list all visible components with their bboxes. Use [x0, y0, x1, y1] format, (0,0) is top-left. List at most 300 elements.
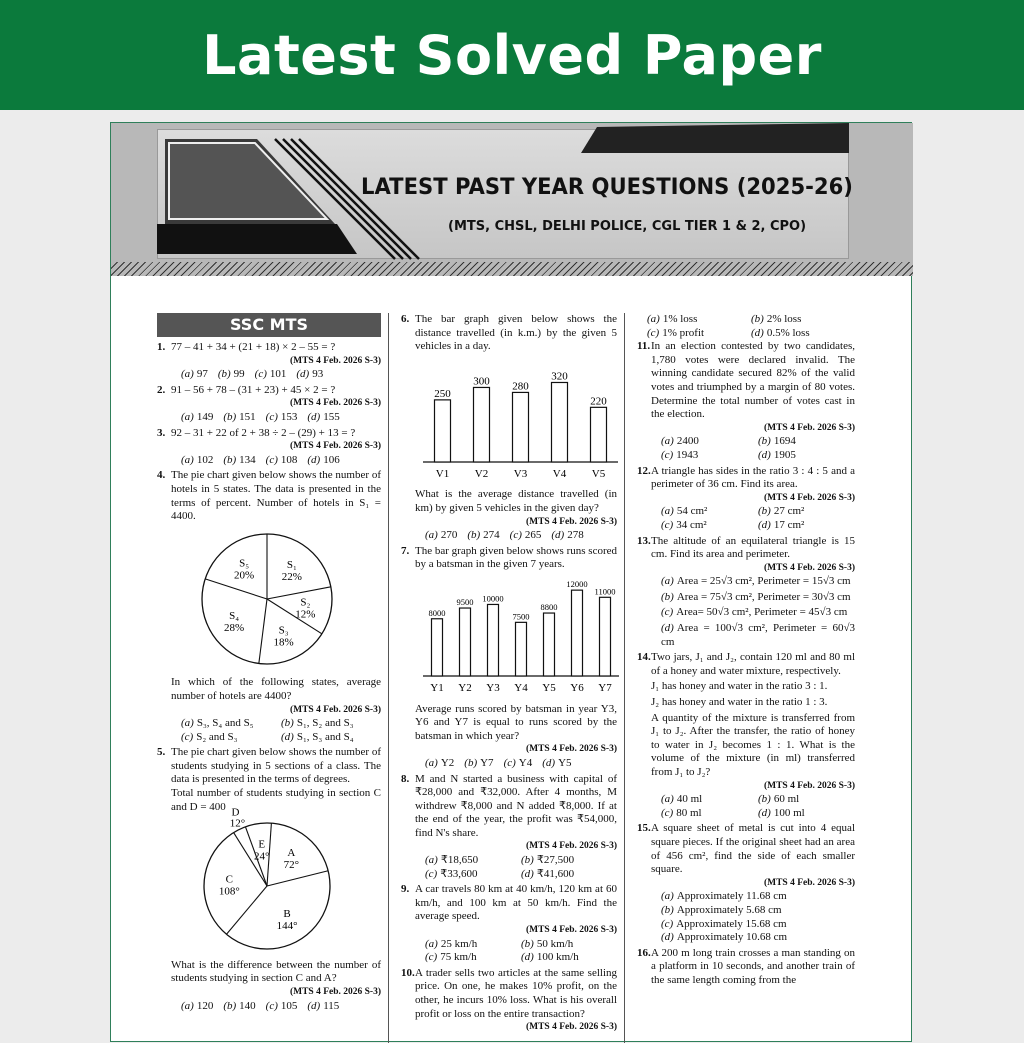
pie-label: S₄: [229, 609, 240, 622]
option: [181, 411, 213, 425]
option: [266, 1000, 298, 1014]
bar-V4: [552, 382, 568, 462]
option: [307, 1000, 339, 1014]
question-8: [401, 773, 617, 882]
page-title: Latest Solved Paper: [202, 23, 822, 87]
option-text: Y5: [558, 756, 572, 769]
bar-V2: [474, 387, 490, 462]
question-5: [157, 746, 381, 1013]
option-letter: (b): [661, 903, 674, 916]
pie-value-label: 108°: [218, 885, 240, 898]
option-text: 80 ml: [676, 806, 702, 819]
option-text: 1943: [676, 448, 699, 461]
option-letter: (a): [661, 793, 674, 806]
option: [425, 868, 521, 882]
option: [661, 807, 758, 821]
banner-hatch: [111, 262, 913, 276]
option-text: 60 ml: [773, 793, 800, 806]
option-letter: (a): [425, 854, 438, 867]
question-4: [157, 469, 381, 744]
bar-Y6: [572, 590, 583, 676]
option: [758, 807, 855, 821]
option-text: 97: [196, 368, 208, 381]
option: [758, 505, 855, 519]
option-letter: (d): [758, 806, 771, 819]
pie-value-label: 12°: [229, 817, 246, 830]
question-line: J₂ has honey and water in the ratio 1 : 3.: [651, 696, 828, 709]
option-text: 278: [567, 529, 584, 542]
question-text: What is the difference between the number of students studying in section C and A?: [171, 958, 381, 985]
source-tag: (MTS 4 Feb. 2026 S-3): [525, 1022, 617, 1033]
option-text: Y7: [480, 756, 494, 769]
option: [661, 575, 855, 589]
option: [223, 1000, 255, 1014]
source-tag: (MTS 4 Feb. 2026 S-3): [525, 925, 617, 936]
option: [425, 951, 521, 965]
options: [171, 717, 381, 744]
option-text: 140: [239, 999, 256, 1012]
pie-label: S₅: [239, 557, 250, 570]
option-letter: (d): [661, 931, 674, 944]
option-letter: (d): [661, 622, 674, 635]
option-letter: (d): [758, 448, 771, 461]
option-text: 93: [312, 368, 324, 381]
option-letter: (d): [307, 410, 321, 423]
column-divider: [388, 313, 389, 1043]
option-text: 120: [196, 999, 214, 1012]
question-13: [637, 535, 855, 650]
option: [425, 757, 454, 771]
question-number: 4.: [157, 469, 166, 482]
options: [171, 411, 381, 425]
bar-category-label: V1: [435, 467, 450, 480]
option-letter: (d): [758, 518, 771, 531]
option: [551, 529, 583, 543]
option-letter: (a): [425, 529, 438, 542]
source-tag: (MTS 4 Feb. 2026 S-3): [525, 516, 617, 527]
option-text: 1905: [773, 448, 796, 461]
bar-category-label: Y1: [430, 681, 444, 694]
pie-label: S₃: [278, 624, 289, 637]
option-letter: (c): [181, 730, 194, 743]
option-text: 115: [323, 999, 340, 1012]
option-text: 40 ml: [676, 793, 703, 806]
option-letter: (b): [751, 313, 764, 325]
pie-label: A: [287, 847, 296, 860]
source-tag: (MTS 4 Feb. 2026 S-3): [763, 877, 855, 888]
options: [651, 793, 855, 820]
source-tag: (MTS 4 Feb. 2026 S-3): [289, 441, 381, 452]
options: [171, 368, 381, 382]
bar-value-label: 8000: [428, 607, 446, 618]
option-letter: (b): [223, 453, 237, 466]
question-text: In an election contested by two candidates, 1,780 votes were declared invalid. The winning candidate secured 82% of the valid votes and triumphed by a margin of 80 votes. Determine the total number of votes cast in the election.: [651, 340, 855, 421]
options: [415, 529, 617, 543]
option: [542, 757, 571, 771]
question-line: J₁ has honey and water in the ratio 3 : 1.: [651, 680, 828, 693]
option-text: 34 cm²: [676, 518, 707, 531]
option-text: 134: [239, 453, 256, 466]
bar-Y5: [544, 613, 555, 676]
option: [647, 313, 751, 327]
option: [425, 529, 457, 543]
option-letter: (c): [661, 518, 674, 531]
option-text: Area = 25√3 cm², Perimeter = 15√3 cm: [676, 575, 851, 588]
source-tag: (MTS 4 Feb. 2026 S-3): [289, 704, 381, 715]
question-text: A square sheet of metal is cut into 4 equal square pieces. If the original sheet had an area of 456 cm², find the side of each smaller square.: [651, 822, 855, 876]
option: [521, 868, 617, 882]
question-14: [637, 651, 855, 820]
option-letter: (b): [661, 590, 674, 603]
option: [281, 717, 381, 731]
option-text: 149: [196, 410, 214, 423]
pie-value-label: 144°: [276, 920, 298, 933]
question-text: The bar graph given below shows runs scored by a batsman in the given 7 years.: [415, 544, 617, 571]
option: [255, 368, 287, 382]
bar-value-label: 280: [512, 380, 529, 393]
question-12: [637, 465, 855, 533]
option-text: Area = 75√3 cm², Perimeter = 30√3 cm: [676, 590, 851, 603]
option: [223, 411, 255, 425]
option: [218, 368, 245, 382]
bar-value-label: 10000: [482, 593, 504, 604]
bar-chart-vehicles: [415, 354, 625, 484]
option: [647, 327, 751, 341]
option-text: 75 km/h: [440, 951, 477, 964]
question-10: [401, 967, 617, 1035]
option: [661, 793, 758, 807]
question-number: 11.: [637, 340, 651, 353]
source-tag: (MTS 4 Feb. 2026 S-3): [763, 422, 855, 433]
option: [661, 505, 758, 519]
bar-Y3: [488, 604, 499, 676]
option-letter: (b): [758, 435, 771, 448]
question-7: [401, 545, 617, 771]
bar-category-label: V4: [552, 467, 567, 480]
option-text: Y4: [518, 756, 533, 769]
option: [751, 313, 855, 327]
option: [521, 951, 617, 965]
section-heading: SSC MTS: [157, 313, 381, 337]
option: [661, 519, 758, 533]
option-text: 1694: [773, 435, 796, 448]
option-text: Area= 50√3 cm², Perimeter = 45√3 cm: [676, 606, 848, 619]
option-letter: (d): [551, 529, 565, 542]
question-text: Average runs scored by batsman in year Y3, Y6 and Y7 is equal to runs scored by the batsman in which year?: [415, 702, 617, 742]
option-text: 17 cm²: [773, 518, 805, 531]
option-text: ₹18,650: [440, 854, 479, 867]
question-1: [157, 341, 381, 382]
bar-V3: [513, 392, 529, 462]
bar-value-label: 9500: [456, 596, 474, 607]
option: [296, 368, 323, 382]
option-letter: (c): [503, 756, 516, 769]
option: [661, 904, 855, 918]
option-text: 265: [524, 529, 542, 542]
source-tag: (MTS 4 Feb. 2026 S-3): [525, 744, 617, 755]
option: [661, 591, 855, 605]
option-letter: (d): [751, 326, 764, 339]
option: [181, 454, 213, 468]
source-tag: (MTS 4 Feb. 2026 S-3): [763, 492, 855, 503]
options: [415, 757, 617, 771]
option-letter: (a): [181, 999, 194, 1012]
option-text: Area = 100√3 cm², Perimeter = 60√3 cm: [661, 622, 855, 648]
question-11: [637, 340, 855, 462]
option-letter: (d): [521, 951, 534, 964]
options: [415, 938, 617, 965]
option-letter: (b): [521, 854, 534, 867]
option-letter: (a): [425, 937, 438, 950]
question-number: 2.: [157, 383, 166, 396]
question-number: 6.: [401, 313, 410, 325]
question-number: 7.: [401, 544, 410, 557]
question-2: [157, 384, 381, 425]
question-number: 14.: [637, 651, 651, 664]
option: [661, 606, 855, 620]
question-text: A 200 m long train crosses a man standing on a platform in 10 seconds, and another train of the same length coming from the: [651, 946, 855, 986]
bar-value-label: 300: [473, 375, 490, 388]
question-text: In which of the following states, average number of hotels are 4400?: [171, 676, 381, 702]
bar-category-label: Y7: [598, 681, 612, 694]
pie-value-label: 72°: [283, 859, 300, 872]
option-text: ₹33,600: [440, 867, 478, 880]
option-letter: (d): [281, 730, 294, 743]
pie-value-label: 18%: [273, 636, 294, 649]
option: [521, 938, 617, 952]
column-3: [637, 313, 855, 990]
bar-Y4: [516, 622, 527, 676]
option: [661, 449, 758, 463]
option: [281, 731, 381, 745]
option-letter: (b): [217, 368, 231, 381]
question-text: The altitude of an equilateral triangle is 15 cm. Find its area and perimeter.: [651, 534, 855, 561]
option-letter: (c): [425, 951, 438, 964]
pie-chart-sections: [171, 806, 381, 954]
option-text: 155: [323, 410, 340, 423]
option-letter: (d): [542, 756, 556, 769]
option-letter: (c): [661, 606, 674, 619]
option: [504, 757, 533, 771]
option-text: 27 cm²: [773, 505, 805, 518]
question-3: [157, 427, 381, 468]
option-text: Approximately 5.68 cm: [676, 903, 782, 916]
question-number: 8.: [401, 772, 410, 785]
question-text: The pie chart given below shows the number of hotels in 5 states. The data is presented in the terms of percent. Number of hotels in S₁ = 4400.: [171, 469, 381, 523]
option-text: Approximately 10.68 cm: [676, 931, 788, 944]
option-letter: (a): [647, 313, 660, 325]
option-text: 106: [323, 453, 340, 466]
option-text: 105: [280, 999, 298, 1012]
option-letter: (a): [661, 435, 674, 448]
option-text: 108: [280, 453, 298, 466]
question-number: 15.: [637, 822, 651, 835]
question-10-options: [637, 313, 855, 340]
option-text: S₂ and S₃: [196, 730, 238, 743]
question-text: A trader sells two articles at the same selling price. On one, he makes 10% profit, on the other, he incurs 10% loss. What is his overall profit or loss on the entire transaction?: [415, 966, 617, 1020]
option-letter: (c): [661, 917, 674, 930]
options: [171, 1000, 381, 1014]
bar-value-label: 12000: [566, 579, 588, 590]
pie-value-label: 28%: [223, 621, 245, 634]
bar-Y1: [432, 619, 443, 676]
question-line: A quantity of the mixture is transferred from J₁ to J₂. After the transfer, the ratio of honey to water in J₂ becomes 1 : 1. What is the volume of the mixture (in ml) transferred from J₁ to J₂?: [651, 711, 855, 778]
option-text: 2400: [676, 435, 699, 448]
option-text: 1% loss: [662, 313, 698, 325]
bar-Y7: [600, 597, 611, 676]
question-text: 91 – 56 + 78 – (31 + 23) + 45 × 2 = ?: [171, 383, 336, 396]
option-text: S₁, S₃ and S₄: [296, 730, 354, 743]
option-letter: (d): [307, 453, 321, 466]
bar-value-label: 250: [434, 387, 451, 400]
bar-category-label: Y6: [570, 681, 584, 694]
source-tag: (MTS 4 Feb. 2026 S-3): [289, 398, 381, 409]
option: [661, 918, 855, 932]
bar-value-label: 8800: [540, 601, 558, 612]
banner-subtitle: (MTS, CHSL, DELHI POLICE, CGL TIER 1 & 2, CPO): [448, 219, 807, 234]
option-text: 274: [483, 529, 500, 542]
option-letter: (c): [254, 368, 267, 381]
option: [758, 793, 855, 807]
option-text: 100 km/h: [536, 951, 579, 964]
pie-label: S₁: [286, 558, 297, 571]
option-text: Approximately 11.68 cm: [676, 890, 787, 903]
option: [307, 411, 339, 425]
source-tag: (MTS 4 Feb. 2026 S-3): [763, 780, 855, 791]
option: [521, 854, 617, 868]
option: [181, 368, 208, 382]
question-text: M and N started a business with capital of ₹28,000 and ₹32,000. After 4 months, M withdrew ₹8,000 and N added ₹8,000. If at the end of the year, the profit was ₹54,000, find N's share.: [415, 772, 617, 839]
option-text: 102: [196, 453, 214, 466]
option-letter: (c): [425, 867, 438, 880]
question-text: The bar graph given below shows the distance travelled (in k.m.) by the given 5 vehicles in a day.: [415, 313, 617, 353]
options: [651, 890, 855, 944]
option-letter: (c): [265, 999, 278, 1012]
option-letter: (b): [521, 937, 534, 950]
option: [661, 931, 855, 945]
option-letter: (b): [223, 999, 237, 1012]
options: [651, 575, 855, 649]
option: [510, 529, 542, 543]
question-number: 3.: [157, 426, 166, 439]
option: [223, 454, 255, 468]
option-text: ₹27,500: [536, 854, 575, 867]
question-text: The pie chart given below shows the number of students studying in 5 sections of a class. The data is presented in the terms of degrees.: [171, 746, 381, 786]
option-letter: (a): [181, 410, 194, 423]
source-tag: (MTS 4 Feb. 2026 S-3): [289, 355, 381, 366]
option-letter: (a): [661, 505, 674, 518]
options: [171, 454, 381, 468]
pie-value-label: 24°: [254, 850, 270, 863]
bar-chart-runs: [415, 572, 625, 698]
option-letter: (b): [223, 410, 237, 423]
option-letter: (a): [661, 575, 674, 588]
bar-V5: [591, 407, 607, 462]
question-text: A car travels 80 km at 40 km/h, 120 km at 60 km/h, and 100 km at 50 km/h. Find the average speed.: [415, 883, 617, 923]
bar-value-label: 11000: [594, 586, 616, 597]
option-text: 1% profit: [662, 326, 705, 339]
bar-V1: [435, 400, 451, 462]
question-9: [401, 883, 617, 965]
option: [751, 327, 855, 341]
question-number: 12.: [637, 464, 651, 477]
option-text: S₁, S₂ and S₃: [296, 717, 354, 730]
option-text: 54 cm²: [676, 505, 708, 518]
option-letter: (c): [661, 448, 674, 461]
question-number: 5.: [157, 746, 166, 759]
option: [661, 890, 855, 904]
option-letter: (d): [307, 999, 321, 1012]
option-letter: (d): [521, 867, 534, 880]
source-tag: (MTS 4 Feb. 2026 S-3): [525, 841, 617, 852]
pie-label: D: [231, 806, 240, 819]
question-text: 77 – 41 + 34 + (21 + 18) × 2 – 55 = ?: [171, 341, 336, 353]
pie-label: B: [283, 908, 291, 921]
option-text: 100 ml: [773, 806, 805, 819]
question-number: 13.: [637, 534, 651, 547]
pie-label: E: [258, 838, 266, 851]
bar-category-label: Y3: [486, 681, 500, 694]
option-letter: (c): [265, 453, 278, 466]
option-text: Y2: [440, 756, 455, 769]
option: [758, 449, 855, 463]
option-letter: (b): [467, 529, 481, 542]
option: [307, 454, 339, 468]
question-number: 16.: [637, 946, 651, 959]
option-letter: (b): [281, 717, 294, 730]
option: [181, 731, 281, 745]
pie-label: C: [225, 873, 233, 886]
option-text: 153: [280, 410, 298, 423]
option: [266, 411, 298, 425]
option: [425, 938, 521, 952]
option-text: 151: [239, 410, 256, 423]
banner-corner-shape: [581, 123, 881, 163]
option-letter: (b): [758, 793, 771, 806]
question-number: 9.: [401, 883, 410, 896]
option-text: 0.5% loss: [766, 326, 810, 339]
options: [651, 435, 855, 462]
column-1: [157, 313, 381, 1015]
option-text: 50 km/h: [536, 937, 574, 950]
bar-value-label: 320: [551, 370, 568, 383]
bar-category-label: V5: [591, 467, 606, 480]
option-letter: (d): [296, 368, 310, 381]
option: [467, 529, 499, 543]
paper-sheet: [110, 122, 912, 1042]
option-text: ₹41,600: [536, 867, 575, 880]
option: [425, 854, 521, 868]
question-15: [637, 822, 855, 944]
header-band: [0, 0, 1024, 110]
pie-label: S₂: [300, 596, 311, 609]
option: [181, 717, 281, 731]
option: [266, 454, 298, 468]
question-text: What is the average distance travelled (in km) by given 5 vehicles in the given day?: [415, 488, 617, 514]
option-letter: (c): [265, 410, 278, 423]
option-text: 270: [440, 529, 458, 542]
question-16: [637, 947, 855, 988]
option: [758, 435, 855, 449]
pie-value-label: 20%: [233, 569, 255, 582]
option: [661, 435, 758, 449]
source-tag: (MTS 4 Feb. 2026 S-3): [289, 987, 381, 998]
option-letter: (a): [425, 756, 438, 769]
option-letter: (c): [509, 529, 522, 542]
option-letter: (a): [181, 368, 194, 381]
pie-value-label: 12%: [295, 608, 316, 621]
question-6: [401, 313, 617, 543]
